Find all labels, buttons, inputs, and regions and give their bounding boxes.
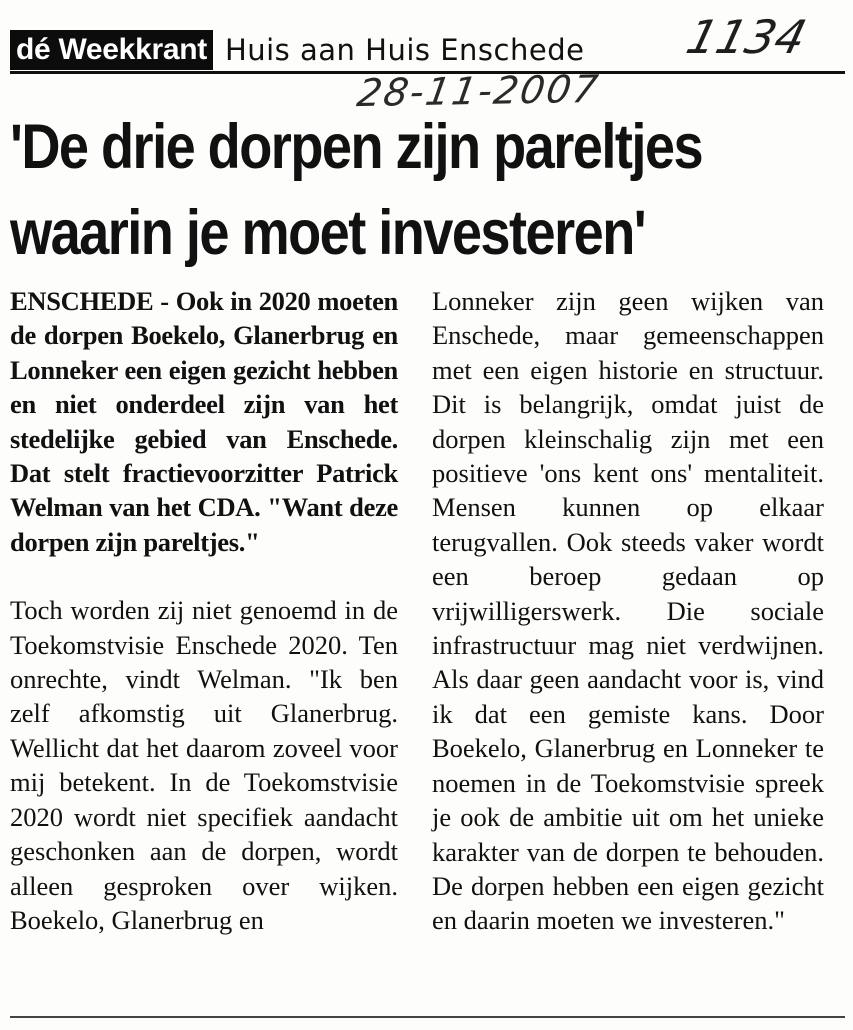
edition-title: Huis aan Huis Enschede (224, 33, 585, 67)
handwritten-clip-number: 1134 (681, 10, 812, 64)
paragraph-gap (10, 559, 398, 593)
headline-line-2: waarin je moet investeren' (10, 198, 646, 268)
article-lead: ENSCHEDE - Ook in 2020 moeten de dorpen Boekelo, Glanerbrug en Lonneker een eigen gezicht hebben en niet onderdeel zijn van het stedelijke gebied van Enschede. Dat stelt fractievoorzitter Patrick Welman van het CDA. "Want deze dorpen zijn pareltjes." (10, 286, 398, 557)
article-body-right: Lonneker zijn geen wijken van Enschede, maar gemeenschappen met een eigen historie en structuur. Dit is belangrijk, omdat juist de dorpen kleinschalig zijn met een positieve 'ons kent ons' mentaliteit. Mensen kunnen op elkaar terugvallen. Ook steeds vaker wordt een beroep gedaan op vrijwilligerswerk. Die sociale infrastructuur mag niet verdwijnen. Als daar geen aandacht voor is, vind ik dat een gemiste kans. Door Boekelo, Glanerbrug en Lonneker te noemen in de Toekomstvisie spreek je ook de ambitie uit om het unieke karakter van de dorpen te behouden. De dorpen hebben een eigen gezicht en daarin moeten we investeren." (432, 286, 824, 936)
bottom-rule (10, 1016, 845, 1018)
headline (10, 104, 728, 276)
article-column-right (432, 284, 824, 938)
headline-line-1: 'De drie dorpen zijn pareltjes (10, 112, 703, 182)
article-body-left: Toch worden zij niet genoemd in de Toekomstvisie Enschede 2020. Ten onrechte, vindt Welman. "Ik ben zelf afkomstig uit Glanerbrug. Wellicht dat het daarom zoveel voor mij betekent. In de Toekomstvisie 2020 wordt niet specifiek aandacht geschonken aan de dorpen, wordt alleen gesproken over wijken. Boekelo, Glanerbrug en (10, 595, 398, 935)
handwritten-date: 28-11-2007 (354, 66, 603, 116)
article-column-left (10, 284, 398, 937)
masthead (10, 30, 584, 70)
paper-name: dé Weekkrant (10, 30, 213, 70)
